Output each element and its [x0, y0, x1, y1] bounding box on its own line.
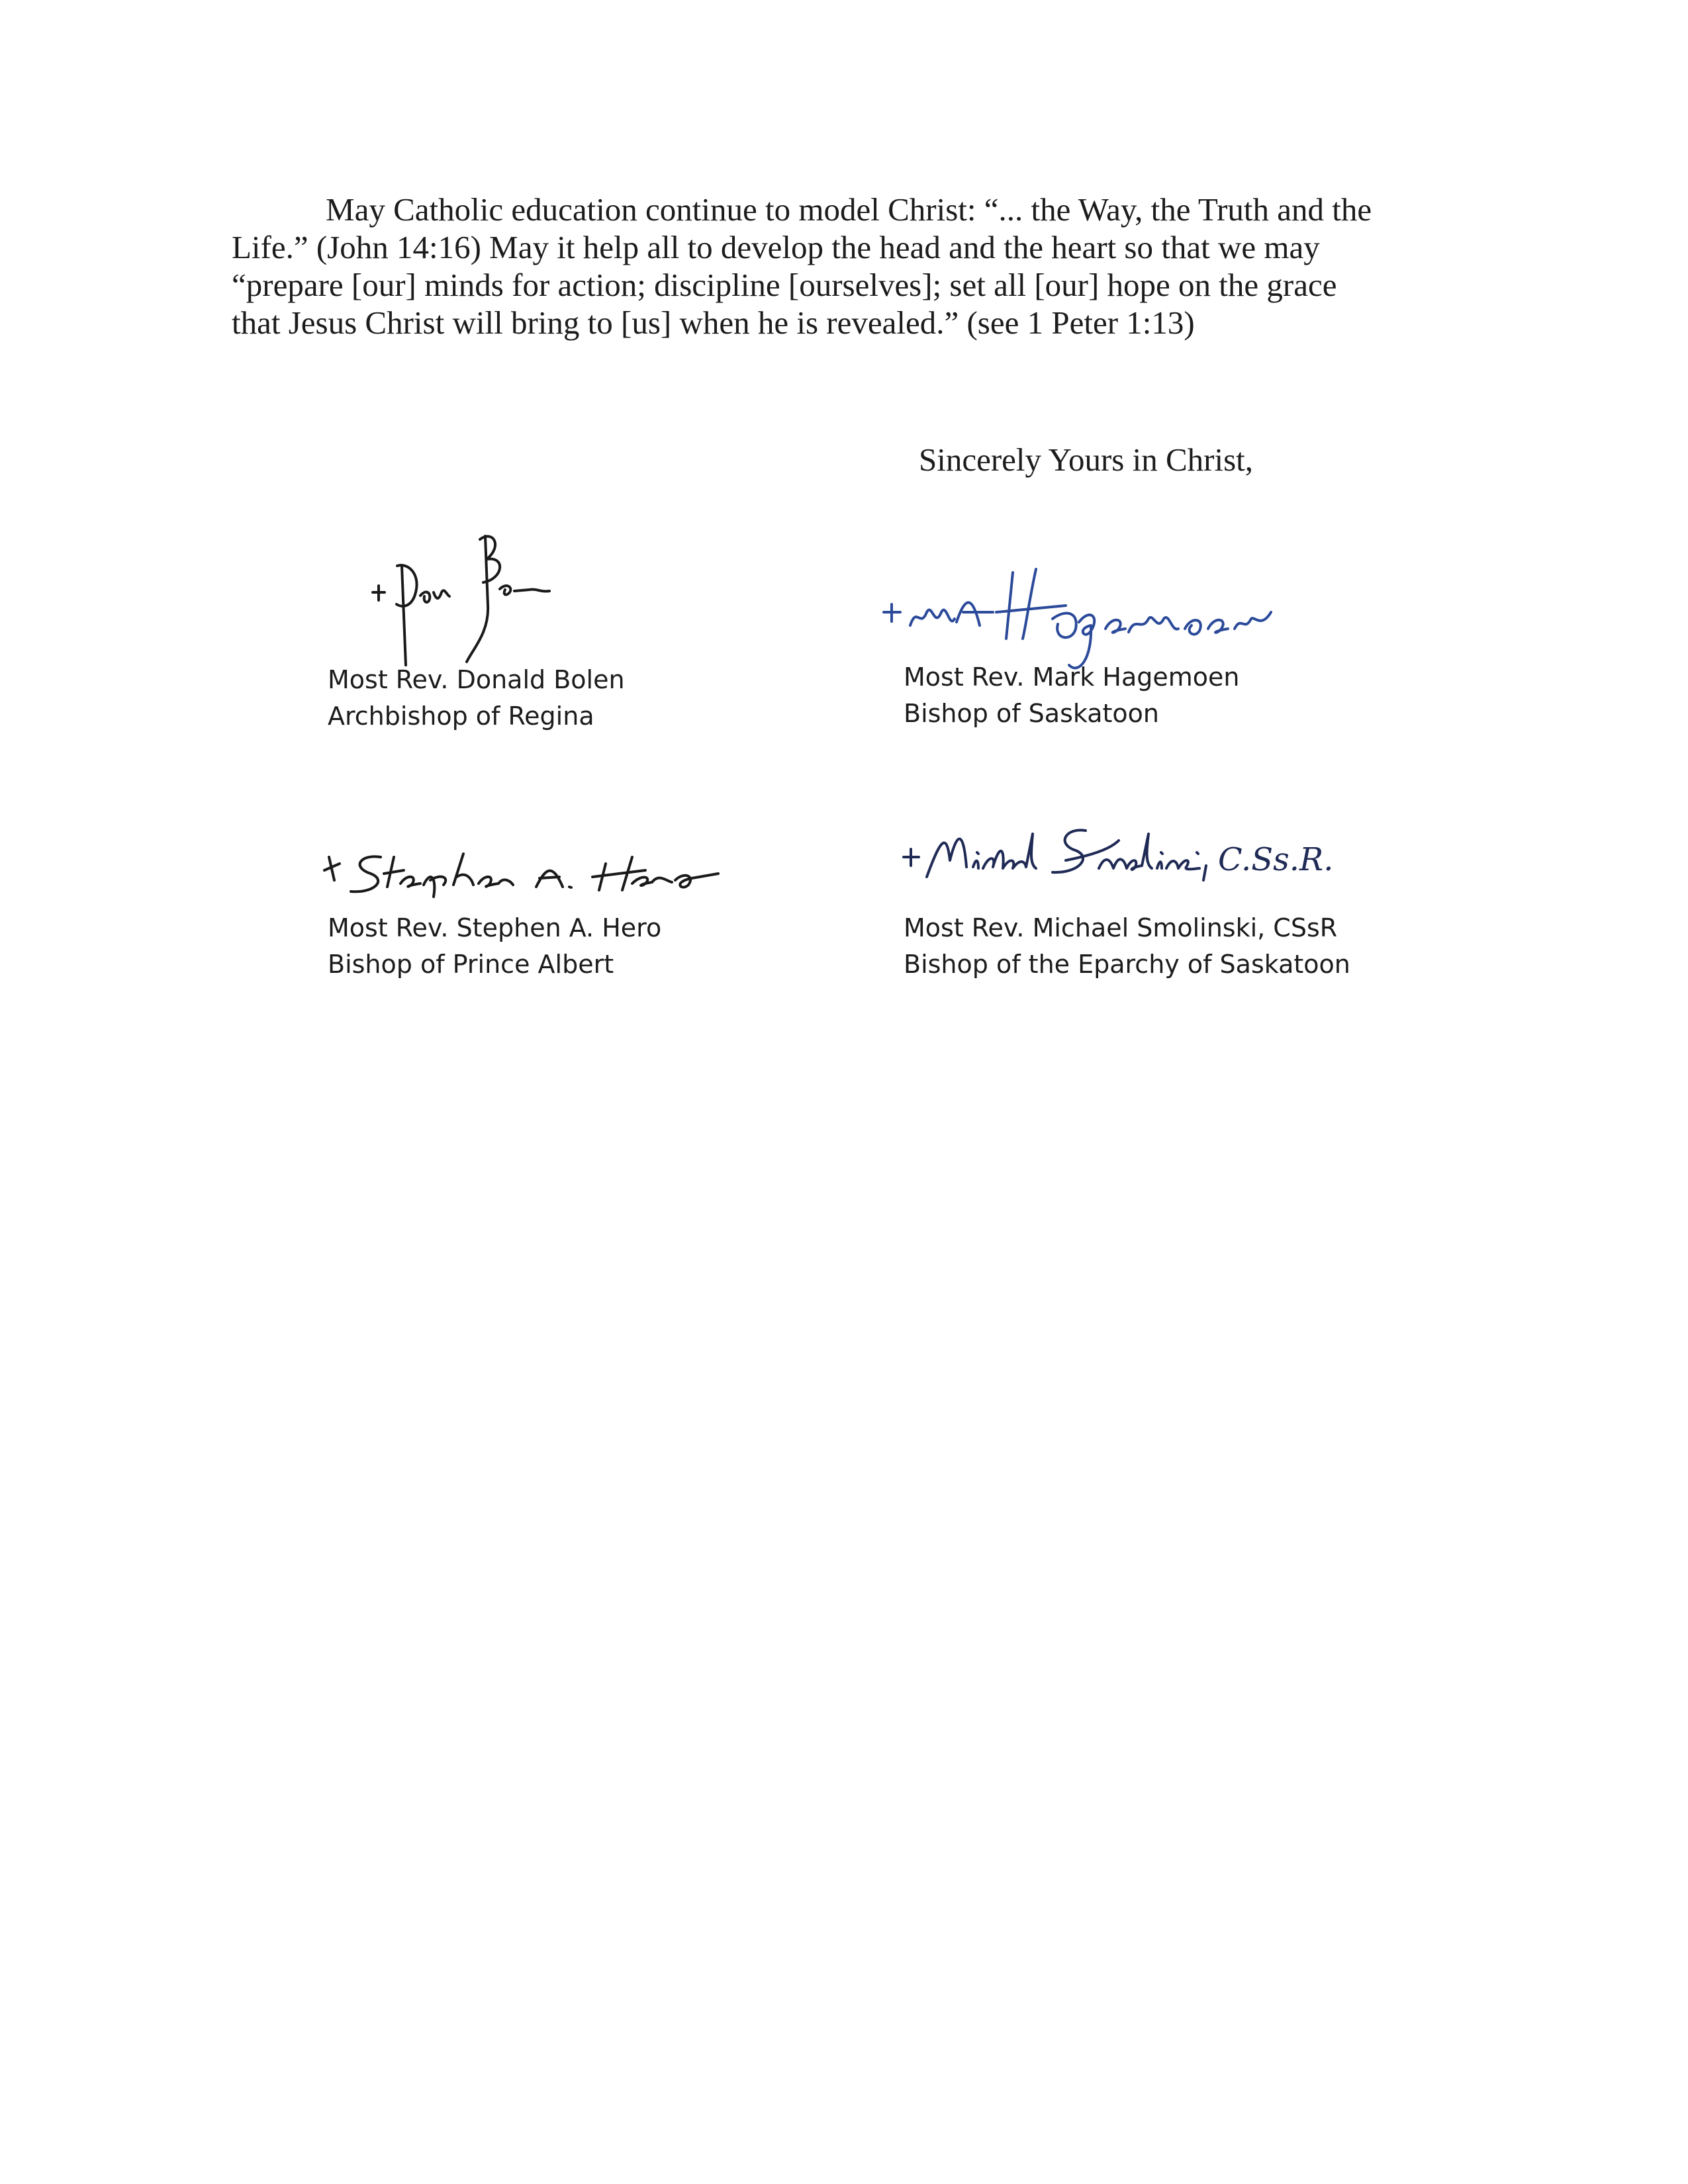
valediction: Sincerely Yours in Christ, — [919, 441, 1254, 478]
signature-hero — [321, 844, 731, 910]
signatory-hero — [328, 910, 661, 983]
signature-bolen — [367, 526, 553, 668]
signatory-name: Most Rev. Stephen A. Hero — [328, 913, 662, 942]
signatory-title: Archbishop of Regina — [328, 702, 594, 731]
paragraph-line: May Catholic education continue to model Christ: “... the Way, the Truth and the — [326, 191, 1372, 228]
closing-paragraph — [232, 191, 1476, 341]
paragraph-line: Life.” (John 14:16) May it help all to develop the head and the heart so that we may — [232, 229, 1320, 265]
signatory-name: Most Rev. Donald Bolen — [328, 665, 625, 694]
signatory-title: Bishop of Prince Albert — [328, 950, 614, 979]
signatory-title: Bishop of Saskatoon — [904, 699, 1159, 728]
signature-smolinski — [900, 821, 1390, 893]
signatory-name: Most Rev. Michael Smolinski, CSsR — [904, 913, 1338, 942]
signatory-smolinski — [904, 910, 1350, 983]
signatory-bolen — [328, 662, 625, 735]
signatory-hagemoen — [904, 659, 1239, 732]
signatory-title: Bishop of the Eparchy of Saskatoon — [904, 950, 1350, 979]
svg-text:C.Ss.R.: C.Ss.R. — [1218, 841, 1334, 878]
paragraph-line: that Jesus Christ will bring to [us] when he is revealed.” (see 1 Peter 1:13) — [232, 304, 1195, 341]
paragraph-line: “prepare [our] minds for action; discipline [ourselves]; set all [our] hope on the grace — [232, 267, 1337, 303]
signatory-name: Most Rev. Mark Hagemoen — [904, 662, 1240, 692]
